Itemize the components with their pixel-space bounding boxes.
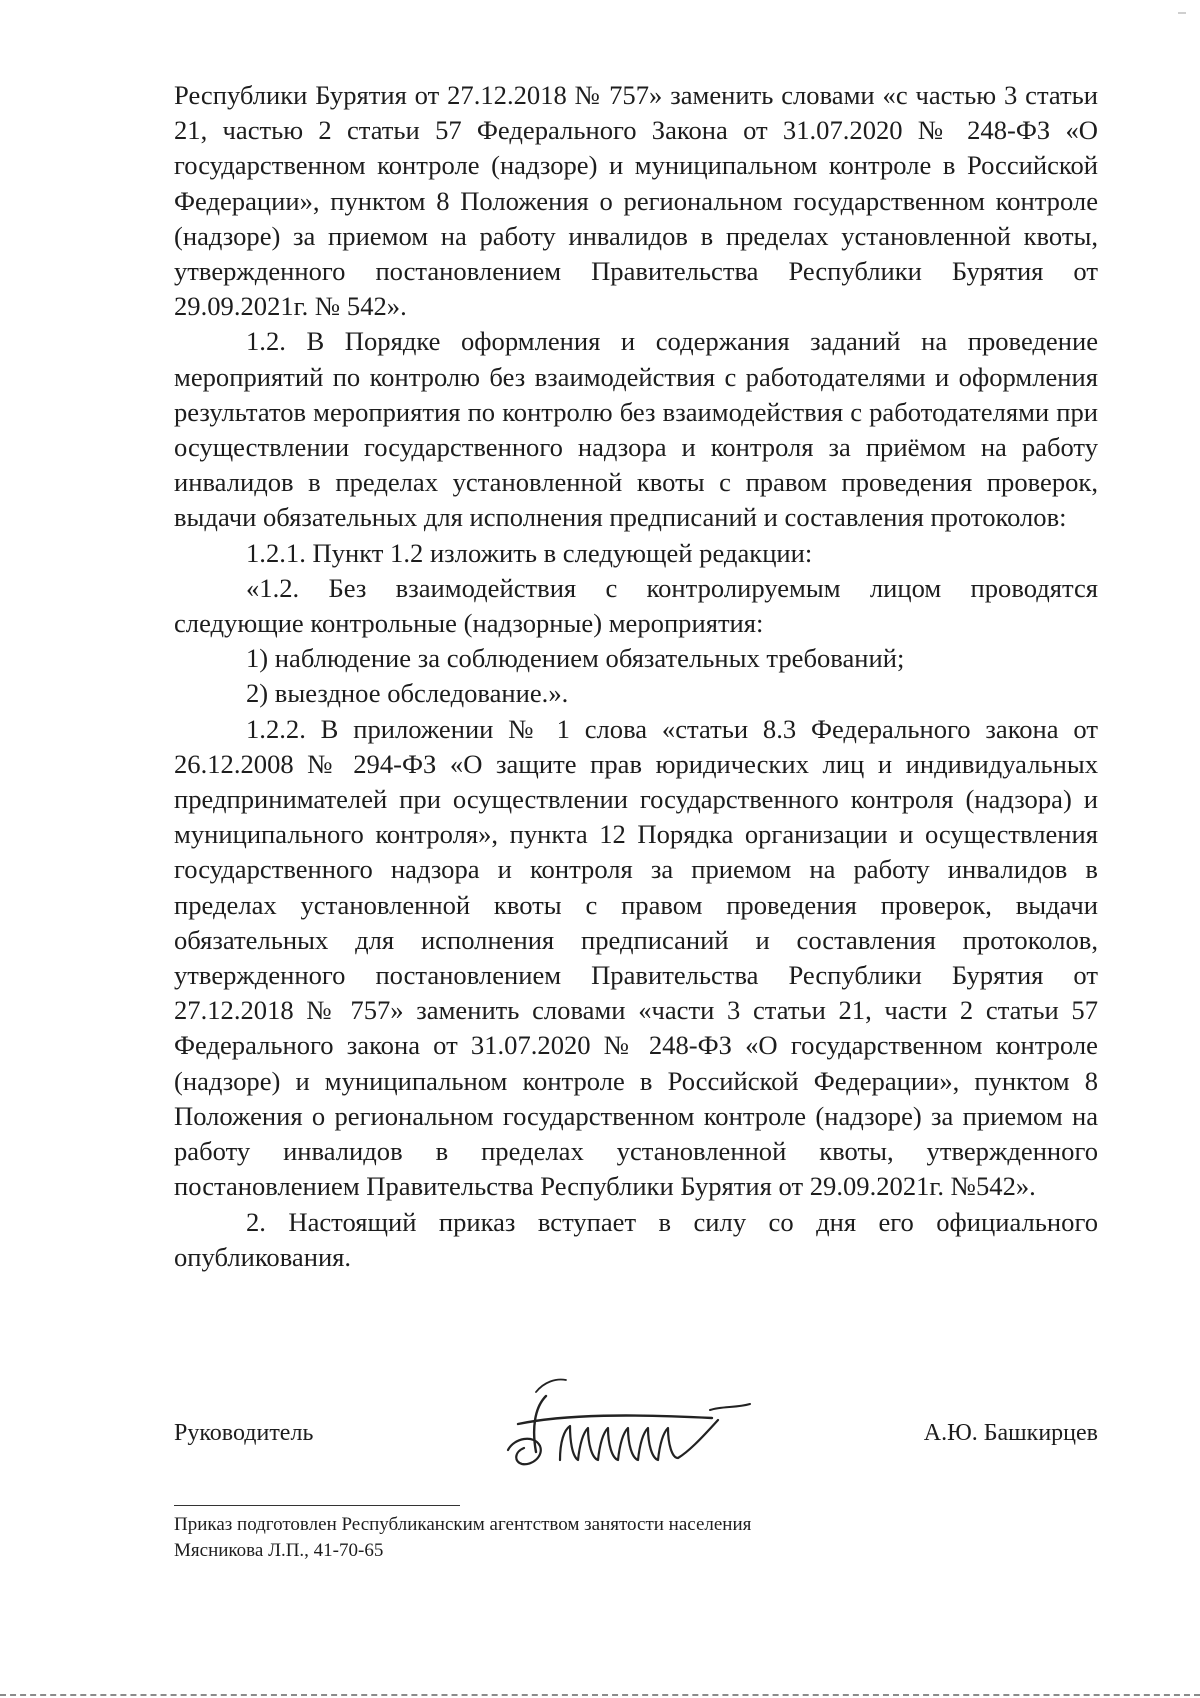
paragraph-item-1: 1) наблюдение за соблюдением обязательных требований; [246,643,905,674]
footnote-contact: Мясникова Л.П., 41-70-65 [174,1540,384,1561]
scan-speck [1178,12,1186,14]
signatory-name: А.Ю. Башкирцев [923,1420,1098,1446]
paragraph-1-2-2: 1.2.2. В приложении № 1 слова «статьи 8.3 Федерального закона от 26.12.2008 № 294-ФЗ «О защите прав юридических лиц и индивидуальных предпринимателей при осуществлении государственного контроля (надзора) и муниципального контроля», пункта 12 Порядка организации и осуществления государственного надзора и контроля за приемом на работу инвалидов в пределах установленной квоты с правом проведения проверок, выдачи обязательных для исполнения предписаний и составления протоколов, утвержденного постановлением Правительства Республики Бурятия от 27.12.2018 № 757» заменить словами «части 3 статьи 21, части 2 статьи 57 Федерального закона от 31.07.2020 № 248-ФЗ «О государственном контроле (надзоре) и муниципальном контроле в Российской Федерации», пунктом 8 Положения о региональном государственном контроле (надзоре) за приемом на работу инвалидов в пределах установленной квоты, утвержденного постановлением Правительства Республики Бурятия от 29.09.2021г. №542». [174,713,1098,1202]
paragraph-1-2-1: 1.2.1. Пункт 1.2 изложить в следующей редакции: [246,537,813,568]
paragraph-continuation: Республики Бурятия от 27.12.2018 № 757» заменить словами «с частью 3 статьи 21, частью 2 статьи 57 Федерального Закона от 31.07.2020 № 248-ФЗ «О государственном контроле (надзоре) и муниципальном контроле в Российской Федерации», пунктом 8 Положения о региональном государственном контроле (надзоре) за приемом на работу инвалидов в пределах установленной квоты, утвержденного постановлением Правительства Республики Бурятия от 29.09.2021г. № 542». [174,80,1098,322]
paragraph-item-2: 2) выездное обследование.». [246,678,569,709]
signature-block [174,1410,1098,1470]
signatory-role: Руководитель [174,1420,314,1446]
paragraph-2: 2. Настоящий приказ вступает в силу со дня его официального опубликования. [174,1206,1098,1272]
paragraph-quoted-1-2: «1.2. Без взаимодействия с контролируемым лицом проводятся следующие контрольные (надзорные) мероприятия: [174,572,1098,639]
footnote-divider [174,1505,460,1506]
document-body [174,78,1098,1275]
paragraph-1-2: 1.2. В Порядке оформления и содержания заданий на проведение мероприятий по контролю без взаимодействия с работодателями и оформления результатов мероприятия по контролю без взаимодействия с работодателями при осуществлении государственного надзора и контроля за приёмом на работу инвалидов в пределах установленной квоты с правом проведения проверок, выдачи обязательных для исполнения предписаний и составления протоколов: [174,326,1098,533]
handwritten-signature [474,1368,764,1478]
footnote [174,1512,974,1564]
scan-bottom-edge [0,1694,1200,1696]
footnote-prepared-by: Приказ подготовлен Республиканским агентством занятости населения [174,1514,752,1535]
